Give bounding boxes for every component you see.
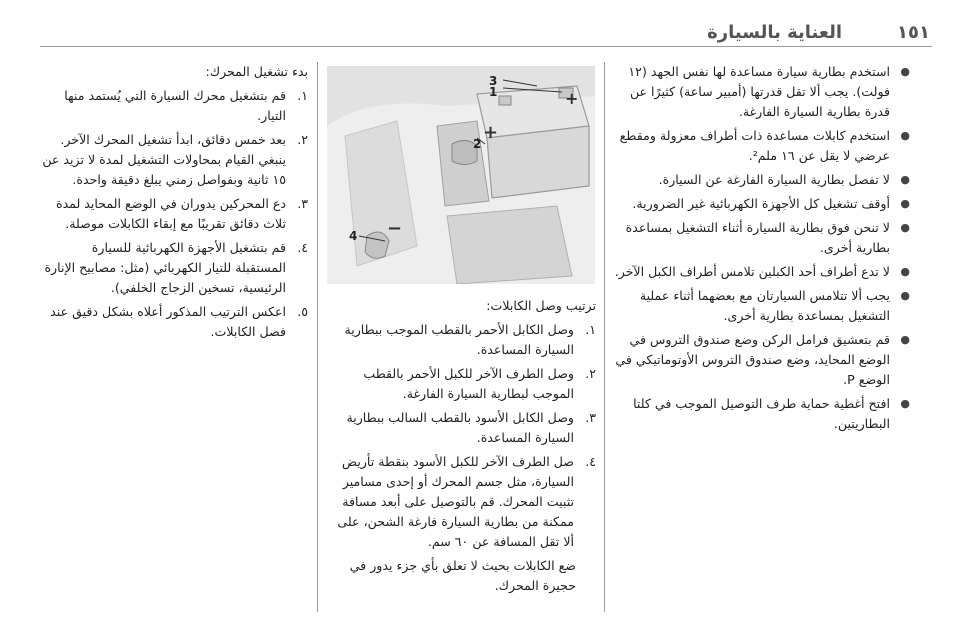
start-steps — [42, 86, 308, 342]
list-item: ١. قم بتشغيل محرك السيارة التي يُستمد منها التيار. — [64, 88, 308, 123]
list-item: ● لا تدع أطراف أحد الكبلين تلامس أطراف الكبل الآخر. — [612, 262, 912, 282]
list-item: ● لا تفصل بطارية السيارة الفارغة عن السيارة. — [612, 170, 912, 190]
list-item: ● استخدم كابلات مساعدة ذات أطراف معزولة ومقطع عرضي لا يقل عن ١٦ ملم². — [612, 126, 912, 166]
list-item: ● افتح أغطية حماية طرف التوصيل الموجب في كلتا البطاريتين. — [612, 394, 912, 434]
callout-2: 2 — [473, 137, 482, 151]
list-item: ● قم بتعشيق فرامل الركن وضع صندوق التروس في الوضع المحايد، وضع صندوق التروس الأوتوماتيكي في الوضع P. — [612, 330, 912, 390]
column-divider — [604, 62, 605, 612]
page-number: ١٥١ — [897, 22, 930, 43]
list-item: ١. وصل الكابل الأحمر بالقطب الموجب ببطارية السيارة المساعدة. — [344, 322, 596, 357]
list-item: ٣. دع المحركين يدوران في الوضع المحايد لمدة ثلاث دقائق تقريبًا مع إبقاء الكابلات موصلة. — [55, 196, 308, 231]
precaution-list — [612, 62, 912, 434]
list-item: ٢. بعد خمس دقائق، ابدأ تشغيل المحرك الآخر. ينبغي القيام بمحاولات التشغيل لمدة لا تزيد عن ١٥ ثانية وبفواصل زمني يبلغ دقيقة واحدة. — [42, 132, 308, 187]
connection-steps — [326, 320, 596, 552]
list-item: ٢. وصل الطرف الآخر للكبل الأحمر بالقطب الموجب لبطارية السيارة الفارغة. — [363, 366, 596, 401]
plus-symbol: + — [483, 122, 499, 143]
header-rule — [40, 46, 932, 47]
engine-bay-illustration — [327, 66, 595, 284]
list-item: ● لا تنحن فوق بطارية السيارة أثناء التشغيل بمساعدة بطارية أخرى. — [612, 218, 912, 258]
start-engine-heading: بدء تشغيل المحرك: — [205, 64, 308, 79]
connection-order-heading: ترتيب وصل الكابلات: — [486, 298, 596, 313]
list-item: ٥. اعكس الترتيب المذكور أعلاه بشكل دقيق عند فصل الكابلات. — [50, 304, 308, 339]
list-item: ٤. صل الطرف الآخر للكبل الأسود بنقطة تأريض السيارة، مثل جسم المحرك أو إحدى مسامير تثبيت المحرك. قم بالتوصيل على أبعد مسافة ممكنة من بطارية السيارة فارغة الشحن، على ألا تقل المسافة عن ٦٠ سم. — [337, 454, 596, 549]
column-left — [42, 62, 308, 346]
battery-figure — [327, 66, 595, 284]
page-header — [0, 0, 960, 54]
callout-3: 3 — [489, 74, 498, 88]
minus-symbol: − — [387, 218, 403, 239]
list-item: ٣. وصل الكابل الأسود بالقطب السالب ببطارية السيارة المساعدة. — [346, 410, 596, 445]
list-item: ● أوقف تشغيل كل الأجهزة الكهربائية غير الضرورية. — [612, 194, 912, 214]
column-right — [612, 62, 912, 438]
list-item: ● يجب ألا تتلامس السيارتان مع بعضهما أثناء عملية التشغيل بمساعدة بطارية أخرى. — [612, 286, 912, 326]
plus-symbol: + — [565, 89, 579, 108]
column-middle — [326, 296, 596, 609]
list-item: ٤. قم بتشغيل الأجهزة الكهربائية للسيارة المستقبلة للتيار الكهربائي (مثل: مصابيح الإنارة الرئيسية، تسخين الزجاج الخلفي). — [44, 240, 308, 295]
callout-1: 1 — [489, 85, 498, 99]
callout-4: 4 — [349, 229, 358, 243]
page-title: العناية بالسيارة — [707, 22, 842, 43]
list-item: ● استخدم بطارية سيارة مساعدة لها نفس الجهد (١٢ فولت). يجب ألا تقل قدرتها (أمبير ساعة) كثيرًا عن قدرة بطارية السيارة الفارغة. — [612, 62, 912, 122]
cable-note: ضع الكابلات بحيث لا تعلق بأي جزء يدور في حجيرة المحرك. — [349, 558, 576, 593]
column-divider — [317, 62, 318, 612]
